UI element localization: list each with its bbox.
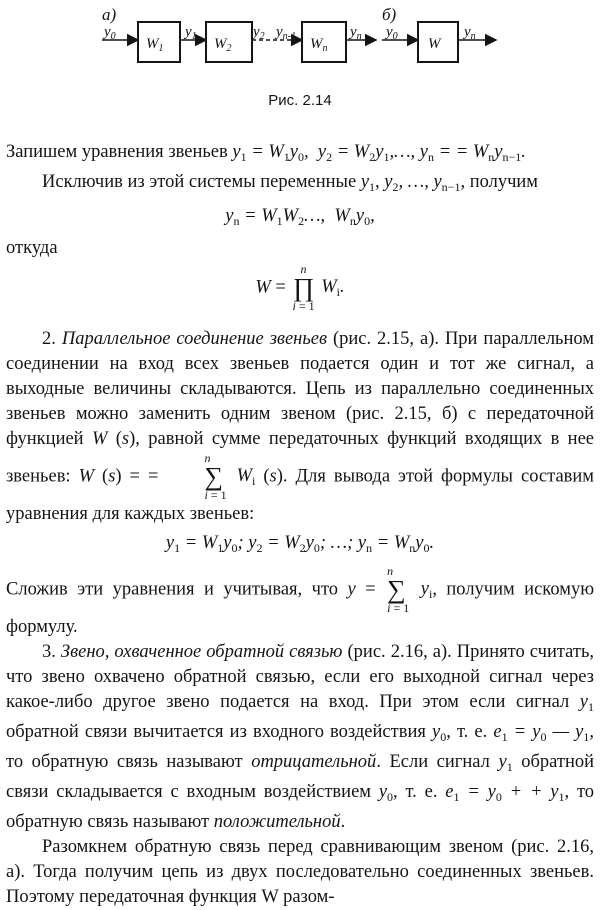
signal-yn-1: $y_{n-1}$ bbox=[276, 24, 297, 42]
signal-y0: $y_0$ bbox=[104, 24, 116, 42]
label-a: a) bbox=[102, 5, 117, 24]
paragraph-open-loop: Разомкнем обратную связь перед сравнивающим звеном (рис. 2.16, а). Тогда получим цепь из двух последовательно соединенных звеньев. Поэтому передаточная функция W разом- bbox=[6, 837, 594, 907]
block-wn bbox=[302, 22, 346, 62]
paragraph-parallel: 2. Параллельное соединение звеньев (рис. 2.15, а). При параллельном соединении на вход всех звеньев подается один и тот же сигнал, а выходные величины складываются. Цепь из параллельно соединенных звеньев можно заменить одним звеном (рис. 2.15, б) с передаточной функцией W (s), равной сумме передаточных функций входящих в нее звеньев: W (s) = = n ∑ i = 1 $W_i$ (s). Для вывода этой формулы составим уравнения для каждых звеньев: bbox=[6, 329, 595, 524]
text-otkuda: откуда bbox=[6, 238, 58, 258]
svg-text:W2: $W_2$ bbox=[214, 36, 232, 54]
paragraph-exclude: Исключив из этой системы переменные $y_1$, $y_2$, …, $y_{n-1}$, получим bbox=[42, 172, 539, 194]
heading-parallel: Параллельное соединение звеньев bbox=[61, 329, 327, 349]
svg-text:W1: $W_1$ bbox=[146, 36, 164, 54]
equation-parallel: $y_1 = W_1y_0$; $y_2 = W_2y_0$; …; $y_n = W_ny_0$. bbox=[165, 533, 435, 555]
svg-text:y0: $y_0$ bbox=[386, 24, 398, 42]
paragraph-sum: Сложив эти уравнения и учитывая, что y = n ∑ i = 1 $y_i$, получим искомую формулу. bbox=[6, 564, 595, 637]
block-w1 bbox=[138, 22, 180, 62]
paragraph-feedback: 3. Звено, охваченное обратной связью (рис. 2.16, а). Принято считать, что звено охвачено обратной связью, если его выходной сигнал через какое-либо другое звено подается на вход. При этом если сигнал $y_1$ обратной связи вычитается из входного воздействия $y_0$, т. е. $e_1 = y_0$ — $y_1$, то обратную связь называют отрицательной. Если сигнал $y_1$ обратной связи складывается с входным воздействием $y_0$, т. е. $e_1 = y_0$ + + $y_1$, то обратную связь называют положительной. bbox=[6, 642, 595, 832]
block-diagram bbox=[0, 0, 600, 90]
svg-text:Wn: $W_n$ bbox=[310, 36, 328, 54]
signal-y2: $y_2$ bbox=[253, 24, 265, 42]
paragraph-equations: Запишем уравнения звеньев $y_1 = W_1y_0$, $y_2$ = $W_2y_1,\dots$, $y_n$ = = $W_ny_{n-1}$. bbox=[6, 142, 526, 164]
equation-product: W = n ∏ i = 1 $W_i$. bbox=[255, 262, 345, 313]
equation-yn: $y_n$ = $W_1W_2\dots$, $W_ny_0$, bbox=[225, 206, 375, 228]
block-w2 bbox=[206, 22, 252, 62]
heading-feedback: Звено, охваченное обратной связью bbox=[60, 642, 343, 662]
figure-caption: Рис. 2.14 bbox=[268, 92, 332, 109]
signal-y1: $y_1$ bbox=[185, 24, 197, 42]
signal-yn: $y_n$ bbox=[350, 24, 362, 42]
svg-text:yn: $y_n$ bbox=[464, 24, 476, 42]
label-b: б) bbox=[382, 5, 397, 24]
body-text bbox=[6, 140, 594, 910]
svg-text:W: W bbox=[428, 36, 441, 52]
